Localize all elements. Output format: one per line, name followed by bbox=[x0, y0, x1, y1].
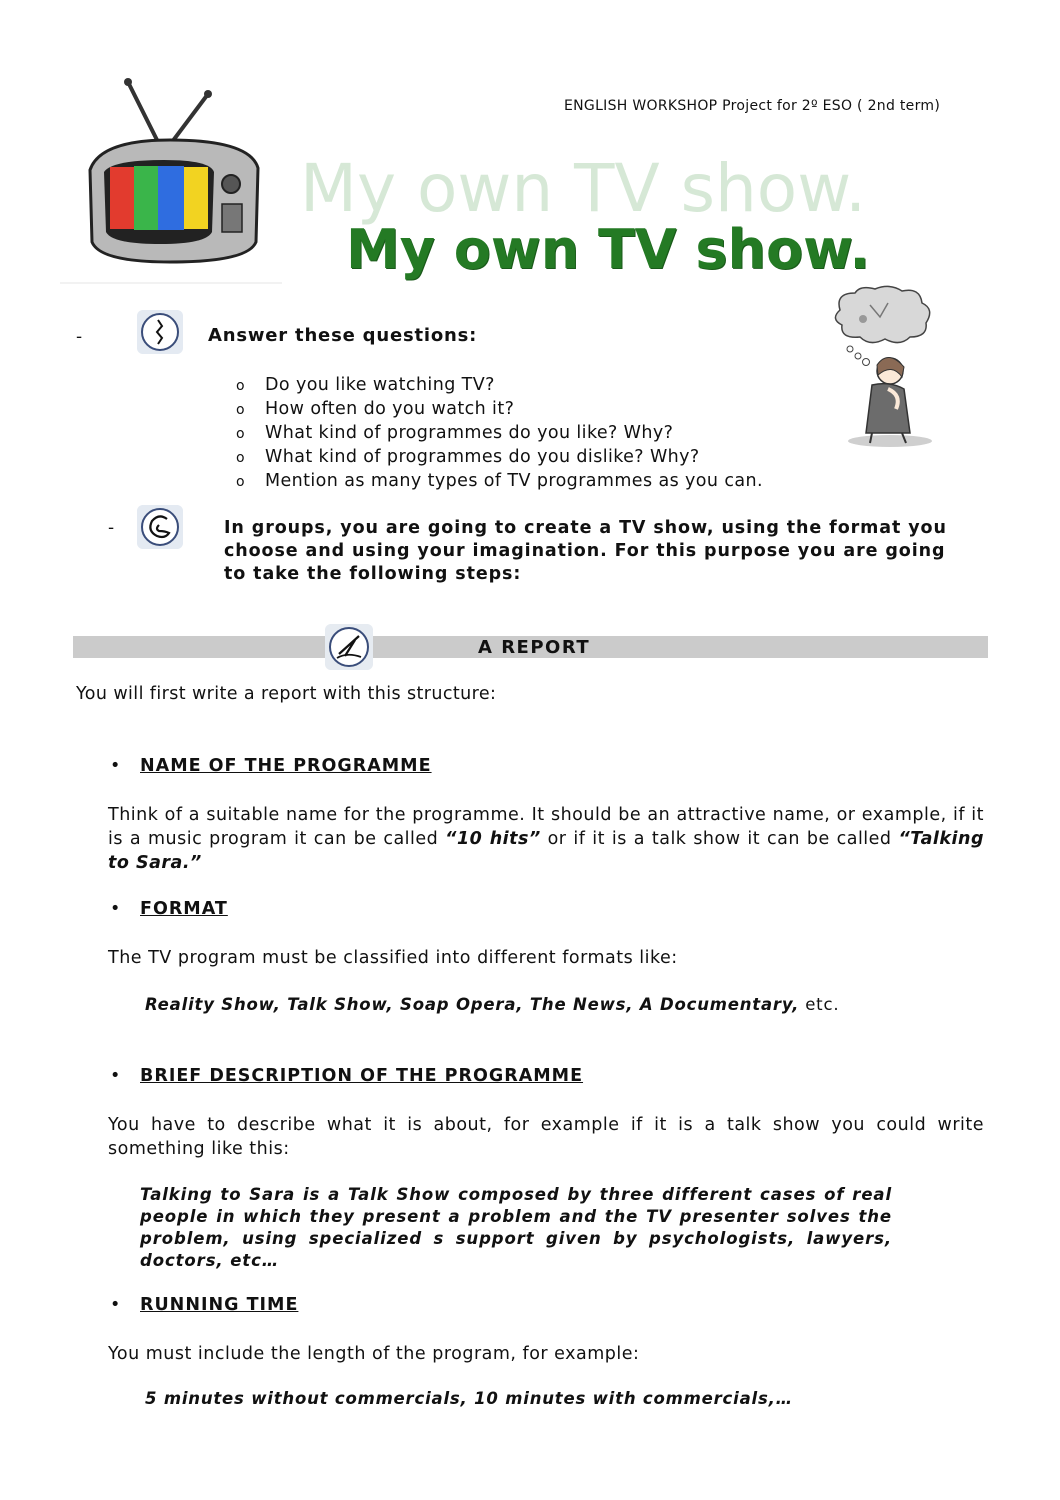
report-title: A REPORT bbox=[478, 637, 591, 658]
section-name-heading: • NAME OF THE PROGRAMME bbox=[110, 756, 432, 776]
section-format-heading: • FORMAT bbox=[110, 899, 228, 919]
list-item: o How often do you watch it? bbox=[236, 397, 763, 421]
section-description-example: Talking to Sara is a Talk Show composed by three different cases of real people in which they present a problem and the TV presenter solves the problem, using specialized s support given by psychologists, lawyers, doctors, etc… bbox=[140, 1185, 892, 1270]
writing-icon bbox=[325, 624, 373, 670]
questions-list bbox=[236, 373, 763, 493]
list-item: o Mention as many types of TV programmes as you can. bbox=[236, 469, 763, 493]
course-header: ENGLISH WORKSHOP Project for 2º ESO ( 2nd term) bbox=[564, 98, 941, 114]
questions-heading: Answer these questions: bbox=[208, 325, 478, 346]
tv-icon bbox=[60, 72, 282, 284]
section-description-heading: • BRIEF DESCRIPTION OF THE PROGRAMME bbox=[110, 1066, 584, 1086]
thinking-girl-illustration bbox=[830, 285, 940, 455]
speaking-icon bbox=[137, 505, 183, 549]
groups-instructions: In groups, you are going to create a TV show, using the format you choose and using your imagination. For this purpose you are going to take the following steps: bbox=[224, 518, 947, 584]
title-shadow: My own TV show. bbox=[300, 150, 867, 227]
bullet: o bbox=[236, 474, 245, 490]
bullet: o bbox=[236, 450, 245, 466]
section-format-examples: Reality Show, Talk Show, Soap Opera, The News, A Documentary, etc. bbox=[145, 995, 840, 1014]
dash: - bbox=[76, 327, 83, 347]
report-intro: You will first write a report with this structure: bbox=[76, 684, 497, 704]
list-item: o What kind of programmes do you like? Why? bbox=[236, 421, 763, 445]
bullet: o bbox=[236, 378, 245, 394]
bullet: o bbox=[236, 426, 245, 442]
section-running-text: You must include the length of the program, for example: bbox=[108, 1344, 640, 1364]
section-running-example: 5 minutes without commercials, 10 minutes with commercials,… bbox=[145, 1389, 793, 1408]
bullet: o bbox=[236, 402, 245, 418]
section-format-text: The TV program must be classified into different formats like: bbox=[108, 948, 678, 968]
list-item: o Do you like watching TV? bbox=[236, 373, 763, 397]
page-title: My own TV show. bbox=[346, 218, 871, 281]
dash: - bbox=[108, 518, 115, 538]
section-running-heading: • RUNNING TIME bbox=[110, 1295, 299, 1315]
listen-icon bbox=[137, 310, 183, 354]
section-name-text: Think of a suitable name for the programme. It should be an attractive name, or example, if it is a music program it can be called “10 hits” or if it is a talk show it can be called “Talking to Sara.” bbox=[108, 805, 984, 873]
list-item: o What kind of programmes do you dislike? Why? bbox=[236, 445, 763, 469]
section-description-text: You have to describe what it is about, for example if it is a talk show you could write something like this: bbox=[108, 1115, 984, 1159]
